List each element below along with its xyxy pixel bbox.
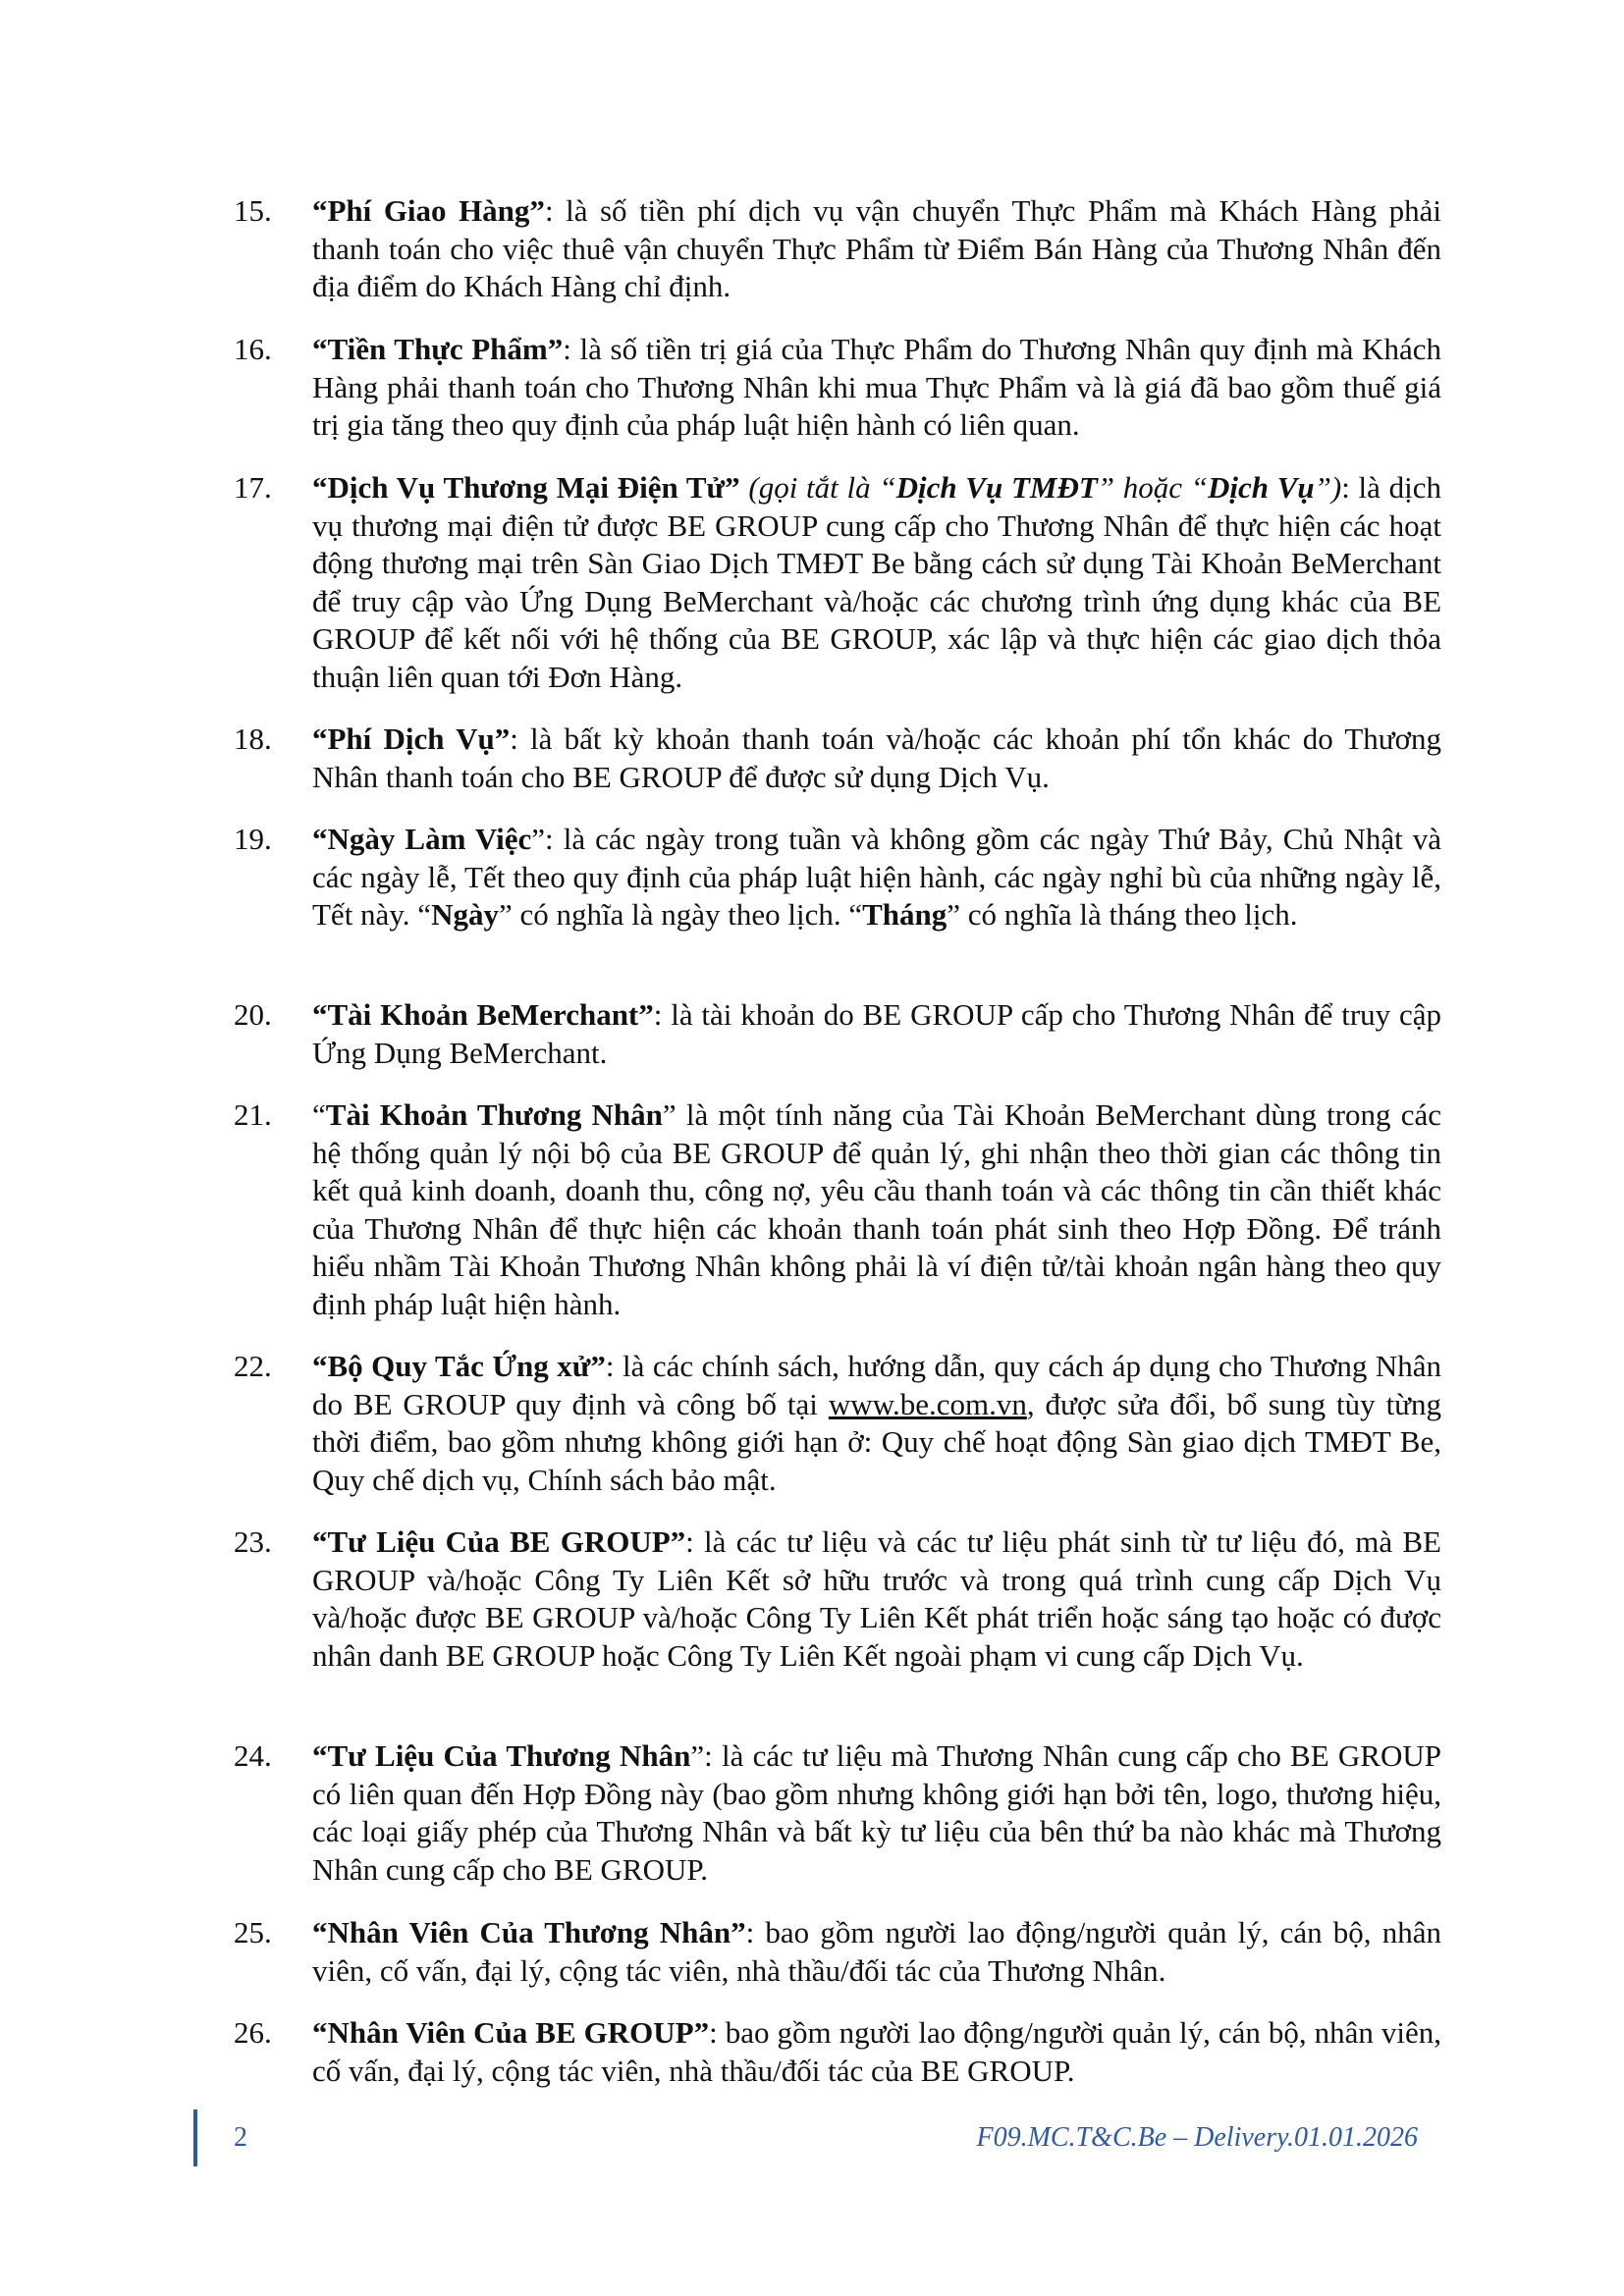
defined-term: “Ngày Làm Việc [312,822,532,856]
definition-text: ” là một tính năng của Tài Khoản BeMerchant dùng trong các hệ thống quản lý nội bộ của BE GROUP để quản lý, ghi nhận theo thời gian các thông tin kết quả kinh doanh, doanh thu, công nợ, yêu cầu thanh toán và các thông tin cần thiết khác của Thương Nhân để thực hiện các khoản thanh toán phát sinh theo Hợp Đồng. Để tránh hiểu nhầm Tài Khoản Thương Nhân không phải là ví điện tử/tài khoản ngân hàng theo quy định pháp luật hiện hành. [312,1097,1441,1321]
defined-term: “Bộ Quy Tắc Ứng xử” [312,1349,606,1383]
definition-text-3: ” có nghĩa là tháng theo lịch. [947,897,1298,932]
definition-text: : là tài khoản do BE GROUP cấp cho Thương Nhân để truy cập Ứng Dụng BeMerchant. [312,997,1441,1070]
item-number: 22. [234,1349,272,1383]
definition-text: : là các tư liệu và các tư liệu phát sinh từ tư liệu đó, mà BE GROUP và/hoặc Công Ty Liên Kết sở hữu trước và trong quá trình cung cấp Dịch Vụ và/hoặc được BE GROUP và/hoặc Công Ty Liên Kết phát triển hoặc sáng tạo hoặc có được nhân danh BE GROUP hoặc Công Ty Liên Kết ngoài phạm vi cung cấp Dịch Vụ. [312,1524,1441,1673]
alias-middle: ” hoặc “ [1097,470,1208,505]
definition-text: : là số tiền trị giá của Thực Phẩm do Thương Nhân quy định mà Khách Hàng phải thanh toán cho Thương Nhân khi mua Thực Phẩm và là giá đã bao gồm thuế giá trị gia tăng theo quy định của pháp luật hiện hành có liên quan. [312,332,1441,442]
item-text [312,821,1441,934]
defined-term: “Phí Giao Hàng” [312,193,545,228]
defined-term: “Tư Liệu Của BE GROUP” [312,1524,686,1559]
item-text [312,1737,1441,1889]
defined-term: “Tài Khoản BeMerchant” [312,997,654,1032]
defined-term: “Tiền Thực Phẩm” [312,332,564,366]
item-text [312,331,1441,445]
item-number: 21. [234,1097,272,1132]
alias-prefix: (gọi tắt là “ [739,470,896,505]
definition-text-2: ” có nghĩa là ngày theo lịch. “ [498,897,863,932]
item-number: 18. [234,721,272,756]
footer-accent-bar [193,2109,197,2166]
item-number: 26. [234,2015,272,2050]
item-text [312,721,1441,796]
item-text [312,192,1441,306]
alias-term-1: Dịch Vụ TMĐT [895,470,1098,505]
item-number: 15. [234,193,272,228]
item-number: 24. [234,1738,272,1773]
definition-text: : bao gồm người lao động/người quản lý, cán bộ, nhân viên, cố vấn, đại lý, cộng tác viên, nhà thầu/đối tác của Thương Nhân. [312,1915,1441,1988]
item-text [312,1523,1441,1675]
alias-term-2: Dịch Vụ [1207,470,1315,505]
definition-text: : là dịch vụ thương mại điện tử được BE GROUP cung cấp cho Thương Nhân để thực hiện các hoạt động thương mại trên Sàn Giao Dịch TMĐT Be bằng cách sử dụng Tài Khoản BeMerchant để truy cập vào Ứng Dụng BeMerchant và/hoặc các chương trình ứng dụng khác của BE GROUP để kết nối với hệ thống của BE GROUP, xác lập và thực hiện các giao dịch thỏa thuận liên quan tới Đơn Hàng. [312,470,1442,694]
item-text [312,996,1441,1072]
defined-term-thang: Tháng [862,897,947,932]
page-number: 2 [234,2122,247,2153]
document-code: F09.MC.T&C.Be – Delivery.01.01.2026 [976,2122,1418,2153]
definition-text: ”: là các ngày trong tuần và không gồm các ngày Thứ Bảy, Chủ Nhật và các ngày lễ, Tết theo quy định của pháp luật hiện hành, các ngày nghỉ bù của những ngày lễ, Tết này. “ [312,822,1442,932]
definition-text: : là bất kỳ khoản thanh toán và/hoặc các khoản phí tổn khác do Thương Nhân thanh toán cho BE GROUP để được sử dụng Dịch Vụ. [312,721,1442,794]
definition-text: : bao gồm người lao động/người quản lý, cán bộ, nhân viên, cố vấn, đại lý, cộng tác viên, nhà thầu/đối tác của BE GROUP. [312,2015,1441,2088]
defined-term: “Nhân Viên Của BE GROUP” [312,2015,710,2050]
definition-text: : là các chính sách, hướng dẫn, quy cách áp dụng cho Thương Nhân do BE GROUP quy định và công bố tại [312,1349,1441,1421]
item-text [312,2014,1441,2090]
item-number: 20. [234,997,272,1032]
item-number: 17. [234,470,272,505]
item-number: 19. [234,822,272,856]
item-text [312,1914,1441,1990]
definition-text-2: , được sửa đổi, bổ sung tùy từng thời điểm, bao gồm nhưng không giới hạn ở: Quy chế hoạt động Sàn giao dịch TMĐT Be, Quy chế dịch vụ, Chính sách bảo mật. [312,1386,1441,1497]
definition-text: : là số tiền phí dịch vụ vận chuyển Thực Phẩm mà Khách Hàng phải thanh toán cho việc thuê vận chuyển Thực Phẩm từ Điểm Bán Hàng của Thương Nhân đến địa điểm do Khách Hàng chỉ định. [312,193,1441,303]
item-number: 16. [234,332,272,366]
item-text [312,1096,1441,1323]
item-text [312,1348,1441,1499]
defined-term: “Phí Dịch Vụ” [312,721,511,756]
alias-suffix: ”) [1314,470,1342,505]
defined-term: “Nhân Viên Của Thương Nhân” [312,1915,746,1949]
defined-term: “Tư Liệu Của Thương Nhân [312,1738,691,1773]
opening-quote: “ [312,1097,326,1132]
website-link[interactable]: www.be.com.vn [828,1386,1027,1421]
defined-term: “Dịch Vụ Thương Mại Điện Tử” [312,470,740,505]
item-text [312,469,1441,696]
defined-term-ngay: Ngày [431,897,499,932]
definition-text: ”: là các tư liệu mà Thương Nhân cung cấp cho BE GROUP có liên quan đến Hợp Đồng này (bao gồm nhưng không giới hạn bởi tên, logo, thương hiệu, các loại giấy phép của Thương Nhân và bất kỳ tư liệu của bên thứ ba nào khác mà Thương Nhân cung cấp cho BE GROUP. [312,1738,1441,1887]
item-number: 25. [234,1915,272,1949]
defined-term: Tài Khoản Thương Nhân [325,1097,663,1132]
item-number: 23. [234,1524,272,1559]
